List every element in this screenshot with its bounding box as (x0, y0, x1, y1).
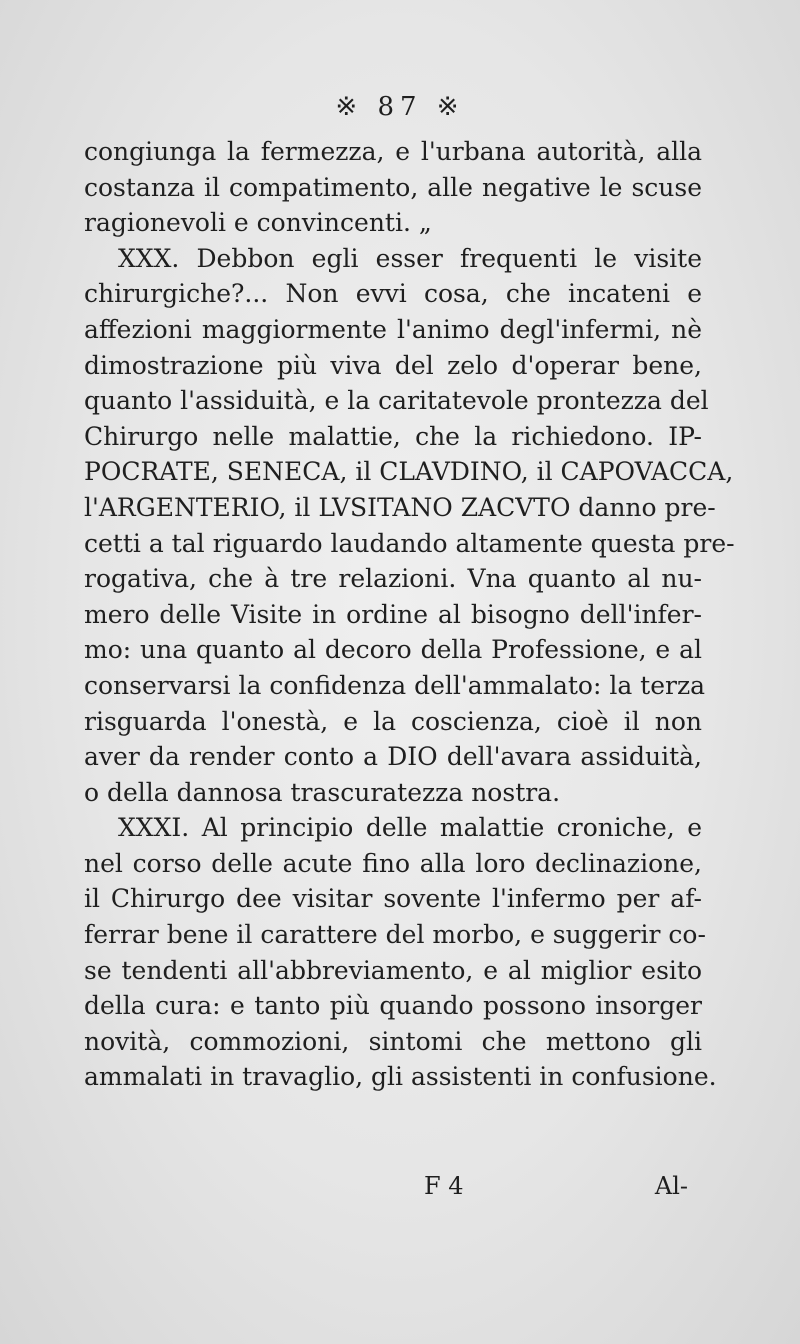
text-line: cetti a tal riguardo laudando altamente questa pre- (84, 528, 735, 558)
text-line: della cura: e tanto più quando possono insorger (84, 991, 702, 1021)
text-line: quanto l'assiduità, e la caritatevole prontezza del (84, 386, 709, 416)
text-line: dimostrazione più viva del zelo d'operar bene, (84, 350, 702, 380)
text-line: novità, commozioni, sintomi che mettono gli (84, 1026, 702, 1056)
text-line: ferrar bene il carattere del morbo, e suggerir co- (84, 920, 706, 950)
body-text (84, 134, 735, 1095)
catchword: Al- (654, 1172, 688, 1200)
text-line: se tendenti all'abbreviamento, e al miglior esito (84, 955, 702, 985)
text-line: XXX. Debbon egli esser frequenti le visite (118, 243, 702, 273)
text-line: chirurgiche?... Non evvi cosa, che incateni e (84, 279, 702, 309)
text-line: ammalati in travaglio, gli assistenti in confusione. (84, 1062, 717, 1092)
text-line: risguarda l'onestà, e la coscienza, cioè il non (84, 706, 702, 736)
text-line: costanza il compatimento, alle negative le scuse (84, 172, 702, 202)
page-number-header: ※ 87 ※ (335, 92, 465, 122)
text-line: nel corso delle acute fino alla loro declinazione, (84, 848, 702, 878)
text-line: rogativa, che à tre relazioni. Vna quanto al nu- (84, 564, 702, 594)
text-line: congiunga la fermezza, e l'urbana autorità, alla (84, 137, 702, 166)
text-line: o della dannosa trascuratezza nostra. (84, 777, 561, 807)
text-line: mero delle Visite in ordine al bisogno dell'infer- (84, 599, 702, 629)
text-line: ragionevoli e convincenti. „ (84, 208, 432, 238)
text-line: conservarsi la confidenza dell'ammalato: la terza (84, 670, 706, 700)
text-line: mo: una quanto al decoro della Professione, e al (84, 635, 702, 665)
page-footer (84, 1172, 702, 1208)
text-line: affezioni maggiormente l'animo degl'infermi, nè (84, 314, 702, 344)
signature-mark: F 4 (424, 1172, 464, 1200)
text-line: il Chirurgo dee visitar sovente l'infermo per af- (84, 884, 702, 914)
text-line: XXXI. Al principio delle malattie croniche, e (118, 813, 702, 843)
text-line: aver da render conto a DIO dell'avara assiduità, (84, 742, 702, 772)
text-line: l'ARGENTERIO, il LVSITANO ZACVTO danno pre- (84, 492, 716, 522)
text-line: Chirurgo nelle malattie, che la richiedono. IP- (84, 421, 702, 451)
text-line: POCRATE, SENECA, il CLAVDINO, il CAPOVACCA, (84, 457, 734, 487)
